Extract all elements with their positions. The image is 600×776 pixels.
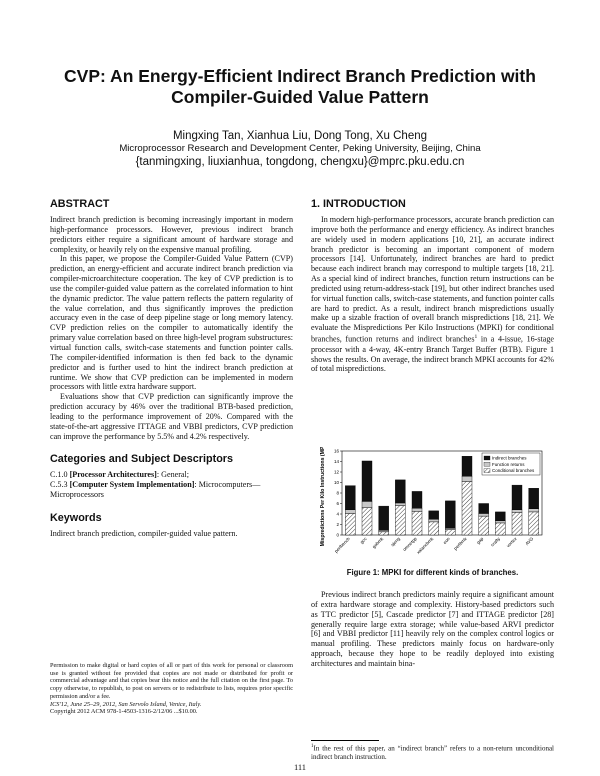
bar-segment	[362, 501, 372, 507]
y-tick-label: 12	[333, 469, 339, 475]
bar-segment	[379, 506, 389, 530]
x-tick-label: gcc	[359, 536, 368, 545]
title-line-1: CVP: An Energy-Efficient Indirect Branch Prediction with	[64, 66, 536, 86]
bar-segment	[479, 513, 489, 516]
bar-segment	[445, 528, 455, 530]
bar-segment	[395, 480, 405, 503]
bar-segment	[479, 516, 489, 535]
bar-segment	[429, 519, 439, 522]
author-block	[20, 129, 580, 169]
footnote-ref: 1	[474, 334, 478, 341]
bar-segment	[445, 530, 455, 535]
abstract-paragraph-2: In this paper, we propose the Compiler-Guided Value Pattern (CVP) prediction, an energy-efficient and accurate indirect branch prediction via compiler-microarchitecture cooperation. The key of CVP prediction is to use the compiler-guided value pattern as the correlated information to hint the dynamic predictor. The value pattern reflects the pattern regularity of the value correlation, and thus significantly improves the prediction accuracy even in the case of deep pipeline stage or long memory latency. CVP prediction relies on the compiler to automatically identify the primary value correlation based on three high-level program substructures: virtual function calls, switch-case statements and function pointer calls. The compiler-identified information is then fed back to the dynamic predictor and is further used to hint the indirect branch prediction at runtime. We show that CVP prediction can be implemented in modern processors with little extra hardware support.	[50, 254, 293, 392]
legend-swatch	[484, 469, 490, 473]
y-tick-label: 8	[336, 490, 339, 496]
abstract-paragraph-1: Indirect branch prediction is becoming increasingly important in modern high-performance processors. However, previous indirect branch predictors either require a significant amount of hardware storage and complexity, or heavily rely on the expensive manual profiling.	[50, 215, 293, 254]
bar-segment	[379, 532, 389, 535]
bar-segment	[395, 503, 405, 506]
bar-segment	[495, 512, 505, 521]
page-number: 111	[293, 762, 307, 772]
bar-segment	[395, 506, 405, 535]
y-tick-label: 0	[336, 532, 339, 538]
bar-segment	[379, 530, 389, 532]
x-tick-label: gap	[475, 536, 485, 546]
bar-segment	[495, 523, 505, 535]
category-1-code: C.1.0	[50, 470, 68, 480]
copyright-text: Copyright 2012 ACM 978-1-4503-1316-2/12/06 ...$10.00.	[50, 708, 198, 716]
bar-segment	[445, 501, 455, 528]
y-tick-label: 14	[333, 459, 339, 464]
bar-segment	[462, 476, 472, 481]
legend-swatch	[484, 462, 490, 466]
mpki-chart	[318, 447, 548, 567]
category-2-rest: : Microcomputers—Microprocessors	[50, 480, 261, 500]
category-1-rest: : General;	[156, 470, 189, 480]
footnote-rule	[311, 740, 379, 741]
bar-segment	[512, 512, 522, 535]
author-names: Mingxing Tan, Xianhua Liu, Dong Tong, Xu Cheng	[172, 130, 428, 142]
category-2-title: [Computer System Implementation]	[69, 480, 195, 490]
figure-1-chart	[318, 447, 548, 577]
bar-segment	[479, 504, 489, 514]
legend-label: Function returns	[492, 461, 525, 467]
footnote	[311, 740, 554, 762]
bar-segment	[529, 512, 539, 535]
x-tick-label: AVG	[524, 536, 535, 547]
bar-segment	[429, 511, 439, 519]
author-emails: {tanmingxing, liuxianhua, tongdong, chengxu}@mprc.pku.edu.cn	[135, 156, 465, 168]
categories-heading: Categories and Subject Descriptors	[50, 453, 233, 466]
x-tick-label: gobmk	[371, 536, 385, 550]
venue-text: ICS'12, June 25–29, 2012, San Servolo Island, Venice, Italy.	[50, 700, 202, 708]
bar-segment	[529, 509, 539, 512]
category-1-title: [Processor Architectures]	[69, 470, 157, 480]
x-tick-label: xalancbmk	[415, 536, 435, 555]
title-line-2: Compiler-Guided Value Pattern	[171, 87, 429, 107]
x-tick-label: perlbmk	[452, 536, 468, 552]
bar-segment	[512, 510, 522, 513]
bar-segment	[495, 521, 505, 523]
abstract-paragraph-3: Evaluations show that CVP prediction can significantly improve the prediction accuracy by 46% over the traditional BTB-based prediction, leading to the performance improvement of 20%. Compared with the state-of-the-art aggressive ITTAGE and VBBI predictors, CVP prediction can improve the performance by 5.5% and 4.2% respectively.	[50, 392, 293, 441]
x-tick-label: crafty	[489, 536, 502, 548]
y-tick-label: 6	[336, 501, 339, 506]
x-tick-label: perlbench	[333, 536, 352, 554]
legend-swatch	[484, 456, 490, 460]
legend-label: Indirect branches	[492, 455, 527, 461]
bar-segment	[462, 456, 472, 476]
footnote-text: In the rest of this paper, an “indirect branch” refers to a non-return unconditional indirect branch instruction.	[311, 744, 554, 761]
bar-segment	[362, 461, 372, 501]
bar-segment	[412, 511, 422, 535]
y-tick-label: 2	[336, 522, 339, 527]
y-tick-label: 16	[333, 448, 339, 454]
y-axis-label: Mispredictions Per Kilo Instructions (MPKI)	[320, 447, 326, 547]
bar-segment	[429, 522, 439, 535]
category-2-code: C.5.3	[50, 480, 68, 490]
paper-title	[20, 66, 580, 108]
bar-segment	[462, 481, 472, 535]
keywords-text: Indirect branch prediction, compiler-guided value pattern.	[50, 528, 238, 538]
x-tick-label: eon	[442, 536, 452, 546]
bar-segment	[345, 513, 355, 535]
bar-segment	[345, 486, 355, 510]
y-tick-label: 10	[333, 480, 339, 485]
category-1	[50, 470, 293, 480]
intro-paragraph-1	[311, 215, 554, 374]
bar-segment	[412, 491, 422, 508]
intro-paragraph-1-end: in a 4-issue, 16-stage processor with a 4-way, 4K-entry Branch Target Buffer (BTB). Figure 1 shows the results. On average, the indirect branch MPKI accounts for 42% of total mispredictions.	[311, 334, 554, 374]
x-tick-label: vortex	[505, 536, 518, 549]
figure-caption: Figure 1: MPKI for different kinds of branches.	[346, 568, 519, 577]
permission-notice	[50, 662, 293, 716]
x-tick-label: omnetpp	[401, 536, 418, 553]
keywords-heading: Keywords	[50, 511, 102, 524]
x-tick-label: sjeng	[389, 536, 402, 548]
y-tick-label: 4	[336, 511, 339, 517]
footnote-marker: 1	[311, 744, 314, 749]
legend-label: Conditional branches	[492, 468, 535, 474]
bar-segment	[362, 508, 372, 535]
bar-segment	[345, 510, 355, 514]
author-affiliation: Microprocessor Research and Development Center, Peking University, Beijing, China	[119, 143, 481, 154]
right-column	[311, 198, 554, 374]
permission-text: Permission to make digital or hard copies of all or part of this work for personal or classroom use is granted without fee provided that copies are not made or distributed for profit or commercial advantage and that copies bear this notice and the full citation on the first page. To copy otherwise, to republish, to post on servers or to redistribute to lists, requires prior specific permission and/or a fee.	[50, 662, 293, 700]
bar-segment	[512, 485, 522, 510]
category-2	[50, 480, 293, 500]
intro-paragraph-1-start: In modern high-performance processors, accurate branch prediction can improve both the performance and energy efficiency. As indirect branches are widely used in modern applications [10, 21], an accurate indirect branch predictor is becoming an important component of modern processors [14]. Unfortunately, indirect branches are hard to predict because each indirect branch may correspond to multiple targets [18, 21]. As a special kind of indirect branches, function return instructions can be predicted using return-address-stack [19], but other indirect branches used for virtual function calls, switch-case statements, and function pointer calls are hard to predict. As a result, indirect branch mispredictions usually make up a sizable fraction of overall branch mispredictions [18, 21]. We evaluate the Mispredictions Per Kilo Instructions (MPKI) for conditional branches, function returns and indirect branches	[311, 215, 554, 344]
intro-heading: 1. INTRODUCTION	[311, 198, 406, 210]
bar-segment	[529, 488, 539, 508]
abstract-heading: ABSTRACT	[50, 198, 110, 210]
left-column	[50, 198, 293, 539]
right-column-lower	[311, 590, 554, 669]
bar-segment	[412, 508, 422, 511]
intro-paragraph-2: Previous indirect branch predictors mainly require a significant amount of extra hardware storage and complexity. History-based predictors such as TTC predictor [5], Cascade predictor [7] and ITTAGE predictor [28] generally require large extra storage; while value-based ARVI predictor [6] and VBBI predictor [11] heavily rely on the complex control logics or manual profiling. These predictors mainly focus on hardware-only approach, because they hope to be readily deployed into existing architectures and maintain bina-	[311, 590, 554, 668]
